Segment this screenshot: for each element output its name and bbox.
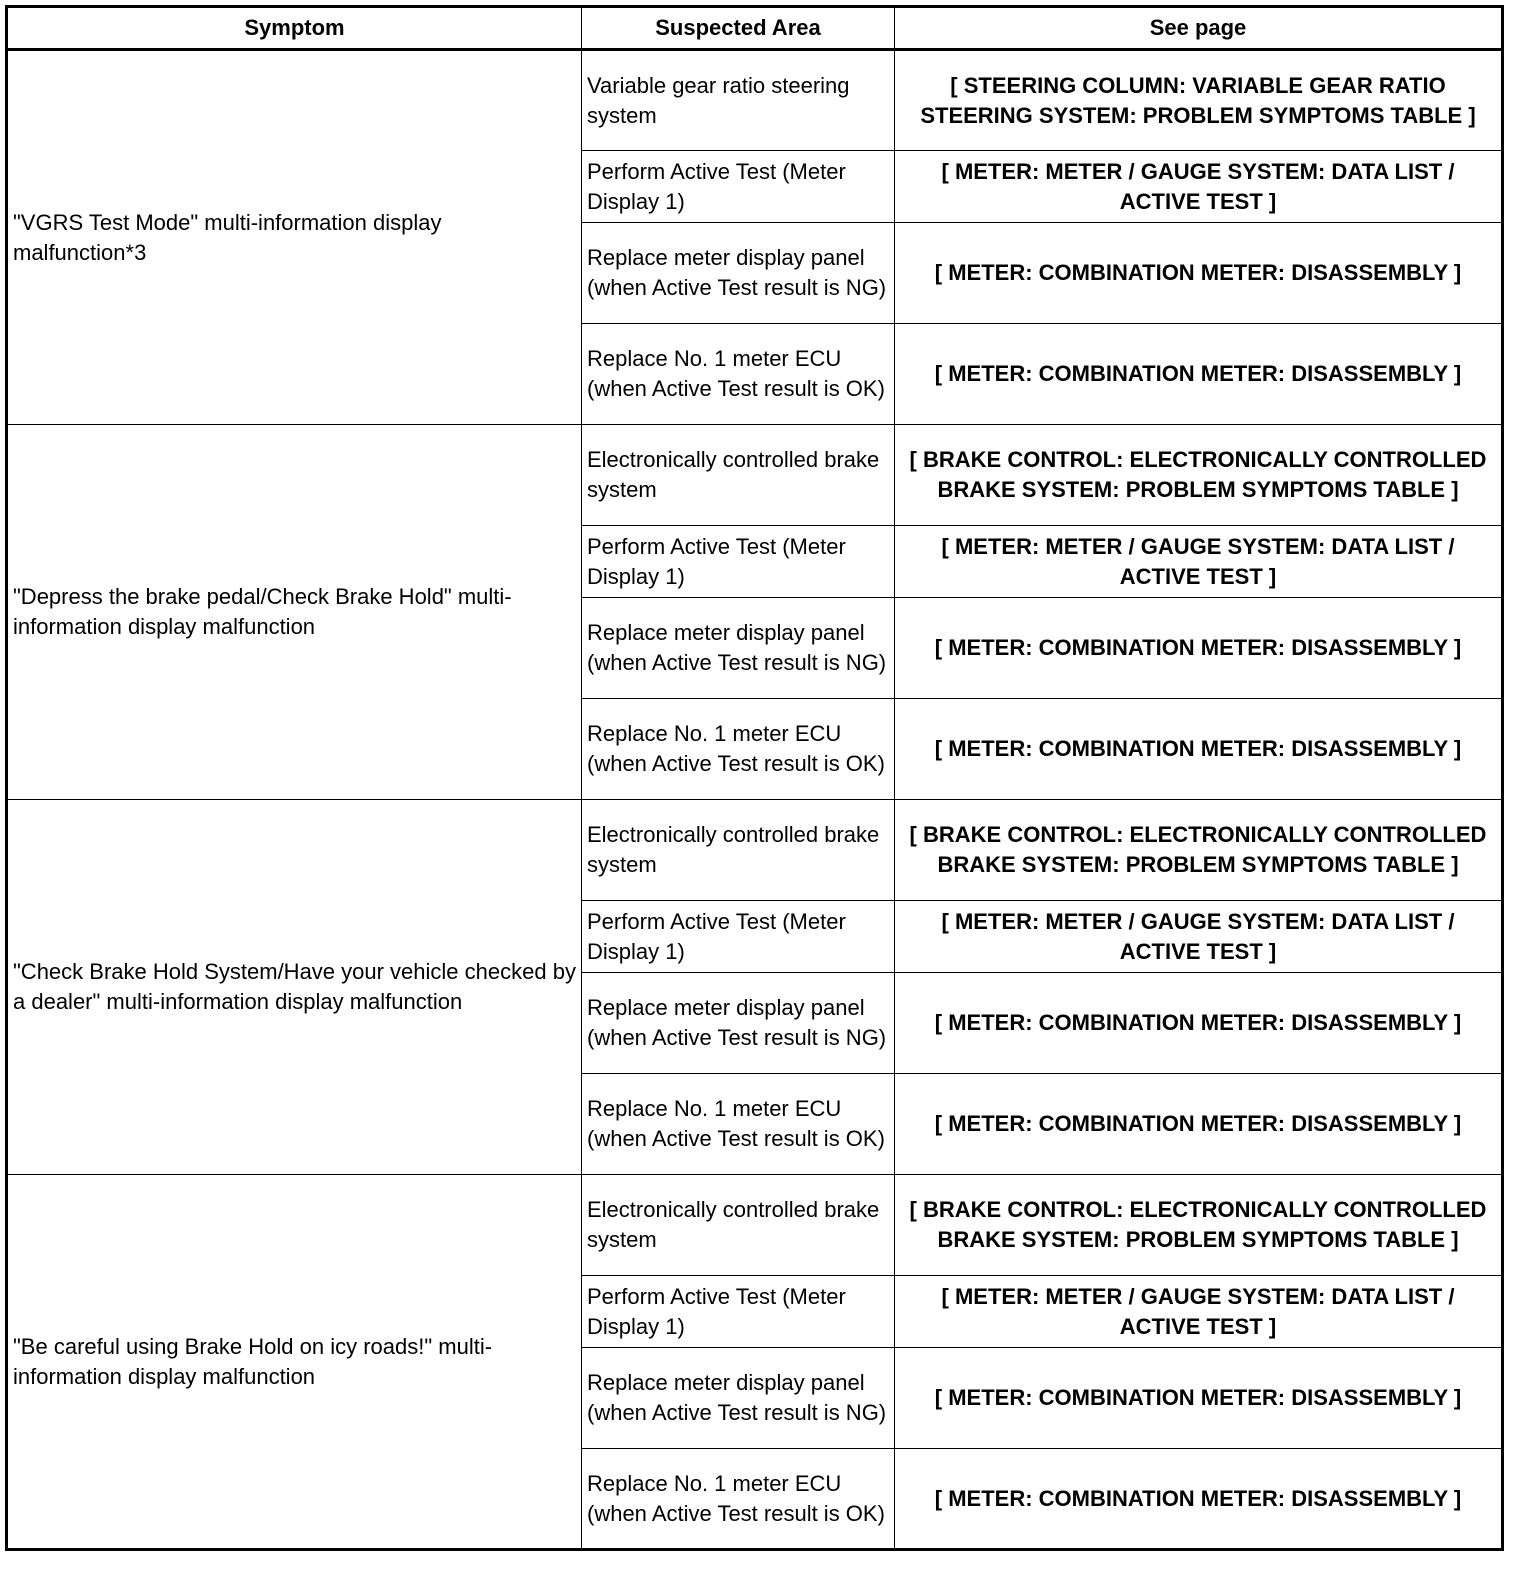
suspected-area-cell: Perform Active Test (Meter Display 1)	[582, 901, 895, 973]
suspected-area-cell: Variable gear ratio steering system	[582, 50, 895, 151]
table-row	[7, 425, 1503, 526]
suspected-area-cell: Replace No. 1 meter ECU (when Active Test result is OK)	[582, 1074, 895, 1175]
see-page-link[interactable]: [ METER: METER / GAUGE SYSTEM: DATA LIST / ACTIVE TEST ]	[895, 1276, 1503, 1348]
suspected-area-cell: Perform Active Test (Meter Display 1)	[582, 151, 895, 223]
suspected-area-cell: Replace meter display panel (when Active Test result is NG)	[582, 223, 895, 324]
table-row	[7, 800, 1503, 901]
table-header	[7, 7, 1503, 50]
see-page-link[interactable]: [ BRAKE CONTROL: ELECTRONICALLY CONTROLLED BRAKE SYSTEM: PROBLEM SYMPTOMS TABLE ]	[895, 800, 1503, 901]
symptom-cell: "Be careful using Brake Hold on icy roads!" multi-information display malfunction	[7, 1175, 582, 1550]
table-body	[7, 50, 1503, 1550]
see-page-link[interactable]: [ METER: COMBINATION METER: DISASSEMBLY ]	[895, 598, 1503, 699]
suspected-area-cell: Electronically controlled brake system	[582, 425, 895, 526]
suspected-area-cell: Replace No. 1 meter ECU (when Active Test result is OK)	[582, 699, 895, 800]
see-page-link[interactable]: [ METER: COMBINATION METER: DISASSEMBLY ]	[895, 973, 1503, 1074]
see-page-link[interactable]: [ STEERING COLUMN: VARIABLE GEAR RATIO STEERING SYSTEM: PROBLEM SYMPTOMS TABLE ]	[895, 50, 1503, 151]
suspected-area-cell: Replace No. 1 meter ECU (when Active Test result is OK)	[582, 1449, 895, 1550]
header-suspected-area: Suspected Area	[582, 7, 895, 50]
table-row	[7, 50, 1503, 151]
see-page-link[interactable]: [ METER: COMBINATION METER: DISASSEMBLY ]	[895, 1348, 1503, 1449]
suspected-area-cell: Electronically controlled brake system	[582, 800, 895, 901]
see-page-link[interactable]: [ METER: METER / GAUGE SYSTEM: DATA LIST / ACTIVE TEST ]	[895, 901, 1503, 973]
see-page-link[interactable]: [ METER: COMBINATION METER: DISASSEMBLY ]	[895, 1449, 1503, 1550]
table-row	[7, 1175, 1503, 1276]
see-page-link[interactable]: [ BRAKE CONTROL: ELECTRONICALLY CONTROLLED BRAKE SYSTEM: PROBLEM SYMPTOMS TABLE ]	[895, 425, 1503, 526]
symptom-cell: "Depress the brake pedal/Check Brake Hold" multi-information display malfunction	[7, 425, 582, 800]
see-page-link[interactable]: [ METER: COMBINATION METER: DISASSEMBLY ]	[895, 223, 1503, 324]
see-page-link[interactable]: [ METER: COMBINATION METER: DISASSEMBLY ]	[895, 699, 1503, 800]
header-symptom: Symptom	[7, 7, 582, 50]
see-page-link[interactable]: [ METER: COMBINATION METER: DISASSEMBLY ]	[895, 1074, 1503, 1175]
see-page-link[interactable]: [ METER: METER / GAUGE SYSTEM: DATA LIST / ACTIVE TEST ]	[895, 526, 1503, 598]
see-page-link[interactable]: [ BRAKE CONTROL: ELECTRONICALLY CONTROLLED BRAKE SYSTEM: PROBLEM SYMPTOMS TABLE ]	[895, 1175, 1503, 1276]
suspected-area-cell: Electronically controlled brake system	[582, 1175, 895, 1276]
suspected-area-cell: Perform Active Test (Meter Display 1)	[582, 526, 895, 598]
see-page-link[interactable]: [ METER: COMBINATION METER: DISASSEMBLY ]	[895, 324, 1503, 425]
symptom-cell: "Check Brake Hold System/Have your vehicle checked by a dealer" multi-information display malfunction	[7, 800, 582, 1175]
suspected-area-cell: Replace No. 1 meter ECU (when Active Test result is OK)	[582, 324, 895, 425]
symptom-cell: "VGRS Test Mode" multi-information display malfunction*3	[7, 50, 582, 425]
suspected-area-cell: Replace meter display panel (when Active Test result is NG)	[582, 598, 895, 699]
header-row	[7, 7, 1503, 50]
see-page-link[interactable]: [ METER: METER / GAUGE SYSTEM: DATA LIST / ACTIVE TEST ]	[895, 151, 1503, 223]
suspected-area-cell: Replace meter display panel (when Active Test result is NG)	[582, 1348, 895, 1449]
problem-symptoms-table	[5, 5, 1504, 1551]
header-see-page: See page	[895, 7, 1503, 50]
suspected-area-cell: Replace meter display panel (when Active Test result is NG)	[582, 973, 895, 1074]
suspected-area-cell: Perform Active Test (Meter Display 1)	[582, 1276, 895, 1348]
